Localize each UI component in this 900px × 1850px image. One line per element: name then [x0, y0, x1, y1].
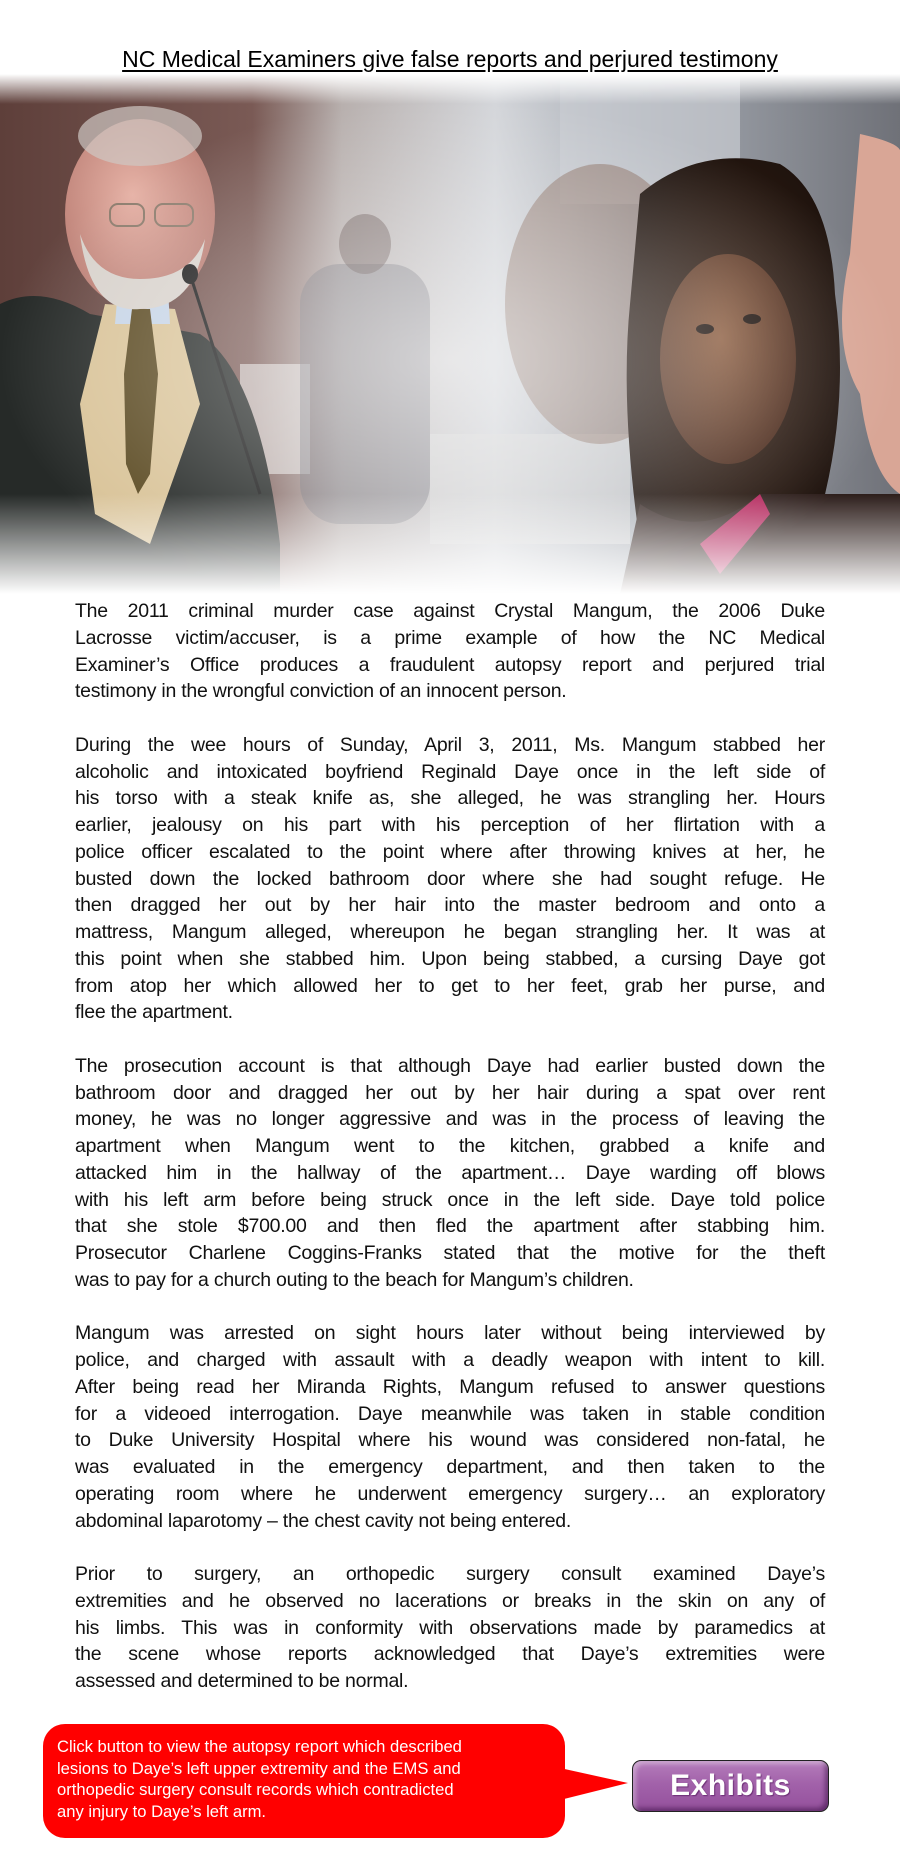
paragraph-line: his torso with a steak knife as, she alleged, he was strangling her. Hours: [75, 787, 825, 810]
exhibits-button-label: Exhibits: [670, 1769, 791, 1802]
paragraph-line: assessed and determined to be normal.: [75, 1670, 409, 1692]
paragraph-line: alcoholic and intoxicated boyfriend Reginald Daye once in the left side of: [75, 760, 825, 783]
paragraph-line: police officer escalated to the point where after throwing knives at her, he: [75, 840, 825, 863]
paragraph-line: to Duke University Hospital where his wound was considered non-fatal, he: [75, 1429, 825, 1452]
exhibits-button[interactable]: [632, 1760, 829, 1812]
paragraph-line: for a videoed interrogation. Daye meanwhile was taken in stable condition: [75, 1402, 825, 1425]
exhibits-callout: [43, 1724, 565, 1838]
paragraph-line: that she stole $700.00 and then fled the apartment after stabbing him.: [75, 1215, 825, 1238]
article-paragraph: [75, 1053, 825, 1294]
paragraph-line: Mangum was arrested on sight hours later without being interviewed by: [75, 1322, 825, 1345]
article-paragraph: [75, 598, 825, 705]
paragraph-line: earlier, jealousy on his part with his perception of her flirtation with a: [75, 814, 825, 836]
callout-line: any injury to Daye’s left arm.: [57, 1801, 267, 1821]
paragraph-line: flee the apartment.: [75, 1001, 233, 1024]
paragraph-line: bathroom door and dragged her out by her hair during a spat over rent: [75, 1081, 825, 1104]
paragraph-line: attacked him in the hallway of the apartment… Daye warding off blows: [75, 1161, 825, 1184]
article-paragraph: [75, 1320, 825, 1534]
paragraph-line: abdominal laparotomy – the chest cavity not being entered.: [75, 1509, 572, 1532]
paragraph-line: extremities and he observed no lacerations or breaks in the skin on any of: [75, 1589, 825, 1612]
article-body: [75, 598, 825, 1722]
paragraph-line: from atop her which allowed her to get to her feet, grab her purse, and: [75, 974, 825, 997]
callout-line: Click button to view the autopsy report which described: [57, 1737, 462, 1756]
paragraph-line: After being read her Miranda Rights, Mangum refused to answer questions: [75, 1375, 825, 1398]
paragraph-line: Prior to surgery, an orthopedic surgery consult examined Daye’s: [75, 1563, 825, 1585]
callout-text: [57, 1736, 557, 1822]
paragraph-line: was to pay for a church outing to the beach for Mangum’s children.: [75, 1268, 634, 1291]
paragraph-line: During the wee hours of Sunday, April 3, 2011, Ms. Mangum stabbed her: [75, 733, 825, 756]
paragraph-line: testimony in the wrongful conviction of an innocent person.: [75, 680, 567, 703]
article-paragraph: [75, 732, 825, 1026]
paragraph-line: busted down the locked bathroom door where she had sought refuge. He: [75, 867, 825, 890]
paragraph-line: operating room where he underwent emergency surgery… an exploratory: [75, 1482, 825, 1505]
paragraph-line: the scene whose reports acknowledged that Daye’s extremities were: [75, 1643, 825, 1666]
paragraph-line: police, and charged with assault with a deadly weapon with intent to kill.: [75, 1349, 825, 1371]
paragraph-line: The 2011 criminal murder case against Crystal Mangum, the 2006 Duke: [75, 600, 825, 622]
paragraph-line: apartment when Mangum went to the kitchen, grabbed a knife and: [75, 1135, 825, 1157]
paragraph-line: this point when she stabbed him. Upon being stabbed, a cursing Daye got: [75, 947, 825, 970]
article-paragraph: [75, 1561, 825, 1695]
courtroom-photo-collage: [0, 74, 900, 594]
callout-line: orthopedic surgery consult records which contradicted: [57, 1780, 454, 1799]
paragraph-line: Lacrosse victim/accuser, is a prime example of how the NC Medical: [75, 626, 825, 649]
paragraph-line: The prosecution account is that although Daye had earlier busted down the: [75, 1054, 825, 1077]
paragraph-line: mattress, Mangum alleged, whereupon he began strangling her. It was at: [75, 921, 825, 943]
paragraph-line: Prosecutor Charlene Coggins-Franks stated that the motive for the theft: [75, 1242, 825, 1264]
paragraph-line: money, he was no longer aggressive and was in the process of leaving the: [75, 1108, 825, 1131]
callout-line: lesions to Daye’s left upper extremity and the EMS and: [57, 1758, 461, 1778]
paragraph-line: his limbs. This was in conformity with observations made by paramedics at: [75, 1616, 825, 1639]
paragraph-line: then dragged her out by her hair into the master bedroom and onto a: [75, 894, 825, 917]
paragraph-line: was evaluated in the emergency department, and then taken to the: [75, 1456, 825, 1478]
page-title: NC Medical Examiners give false reports and perjured testimony: [122, 46, 778, 72]
paragraph-line: Examiner’s Office produces a fraudulent autopsy report and perjured trial: [75, 653, 825, 676]
paragraph-line: with his left arm before being struck once in the left side. Daye told police: [75, 1188, 825, 1211]
